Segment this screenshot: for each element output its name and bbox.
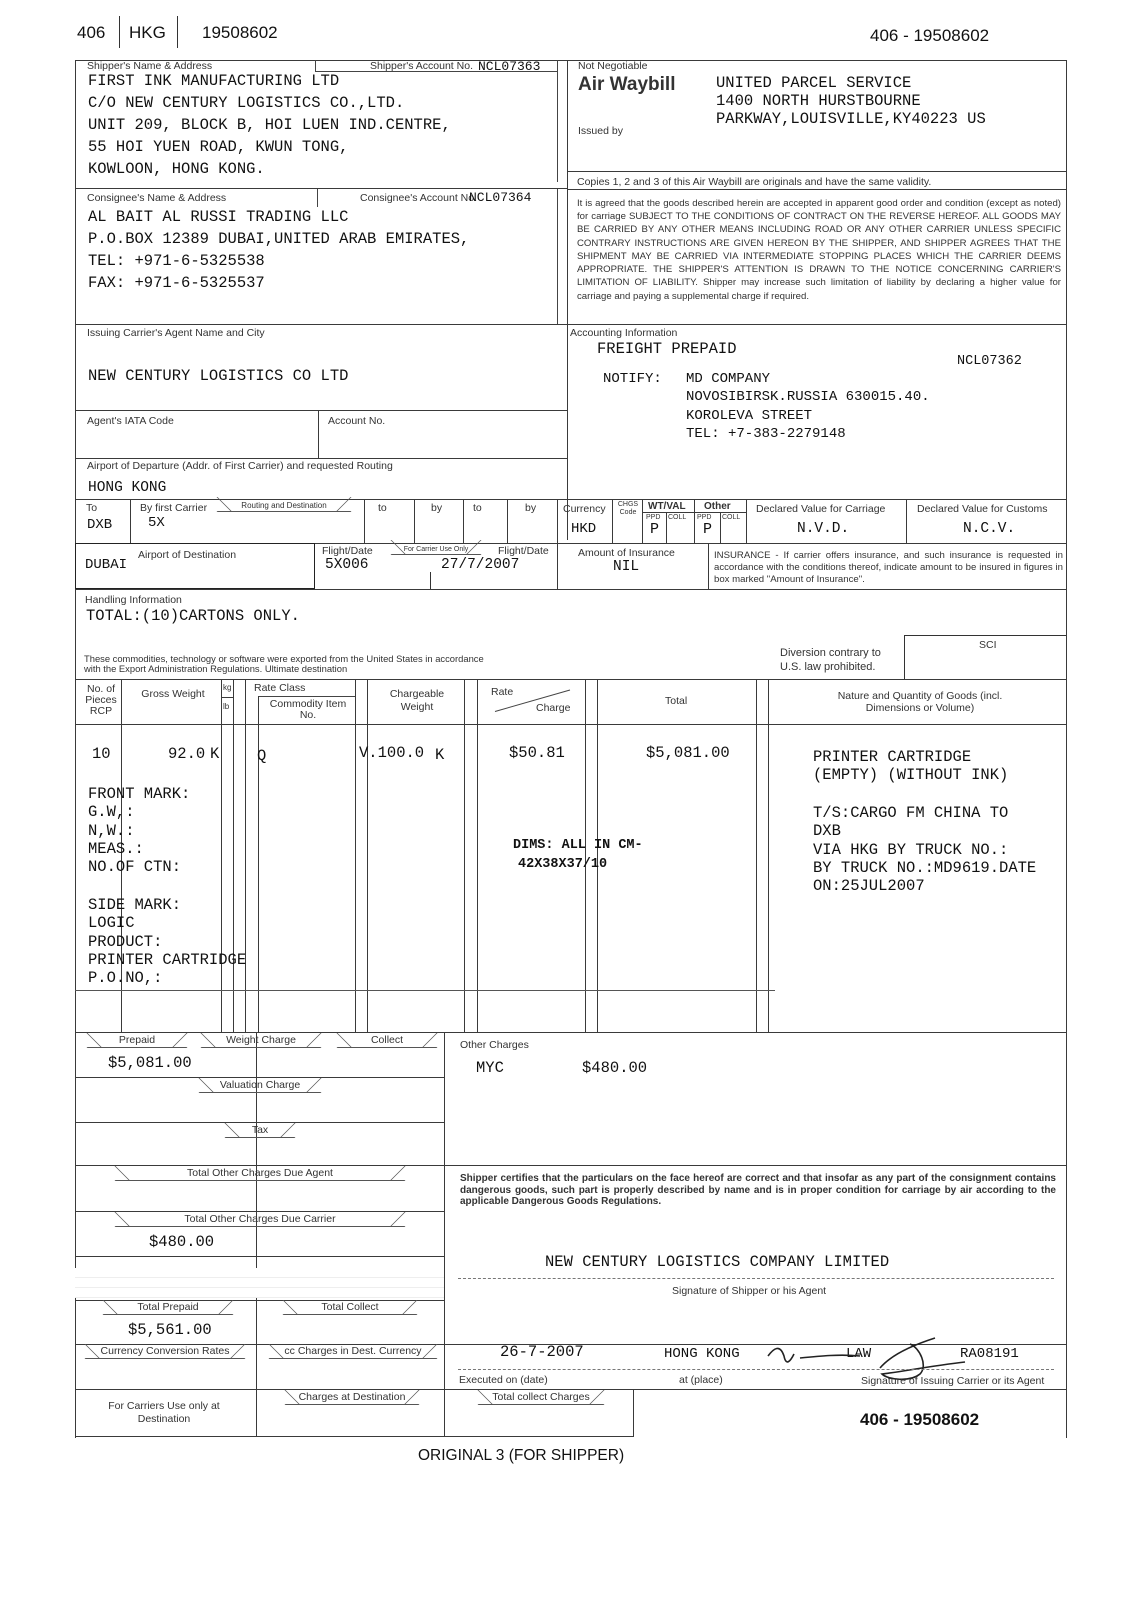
currency-value: HKD [571, 521, 597, 537]
agent-label: Issuing Carrier's Agent Name and City [87, 327, 265, 339]
consignee-label: Consignee's Name & Address [87, 192, 227, 204]
weight-charge-label: Weight Charge [206, 1035, 316, 1048]
flight-date-value: 27/7/2007 [441, 557, 520, 573]
nature-line-7: BY TRUCK NO.:MD9619.DATE [813, 859, 1037, 877]
shipper-line-3: UNIT 209, BLOCK B, HOI LUEN IND.CENTRE, [88, 116, 451, 134]
other-charges-label: Other Charges [460, 1039, 529, 1051]
consignee-line-1: AL BAIT AL RUSSI TRADING LLC [88, 208, 349, 226]
notify-line-2: NOVOSIBIRSK.RUSSIA 630015.40. [686, 389, 930, 405]
agent-account-label: Account No. [328, 415, 386, 427]
dims-line-2: 42X38X37/10 [518, 857, 608, 872]
notify-label: NOTIFY: [603, 371, 662, 387]
other-charge-code: MYC [476, 1059, 504, 1077]
notify-line-1: MD COMPANY [686, 371, 771, 387]
total-collect-charges-label: Total collect Charges [483, 1392, 599, 1405]
valuation-charge-label: Valuation Charge [204, 1080, 316, 1093]
shipper-line-4: 55 HOI YUEN ROAD, KWUN TONG, [88, 138, 349, 156]
other-due-carrier-label: Total Other Charges Due Carrier [120, 1214, 400, 1227]
cert-shipper-name: NEW CENTURY LOGISTICS COMPANY LIMITED [545, 1253, 890, 1271]
signatory-code: RA08191 [960, 1346, 1019, 1362]
to3-label: to [473, 502, 482, 514]
shipper-account: NCL07363 [478, 59, 541, 74]
chgs-code-label: CHGS Code [617, 501, 639, 516]
departure-label: Airport of Departure (Addr. of First Carrier) and requested Routing [87, 460, 393, 472]
total-prepaid-value: $5,561.00 [128, 1321, 212, 1339]
handling-label: Handling Information [85, 594, 182, 606]
mark-line-11: P.O.NO,: [88, 969, 163, 987]
consignee-account-label: Consignee's Account No. [360, 192, 477, 204]
original-copy-label: ORIGINAL 3 (FOR SHIPPER) [418, 1447, 625, 1464]
signatory-name: LAW [846, 1346, 872, 1362]
currency-label: Currency [563, 503, 606, 515]
gross-unit: K [210, 745, 220, 763]
insurance-note: INSURANCE - If carrier offers insurance, and such insurance is requested in accordance with the conditions thereof, indicate amount to be insured in figures in box marked "Amount of Insurance". [714, 550, 1063, 585]
executed-date: 26-7-2007 [500, 1343, 584, 1361]
nature-line-1: PRINTER CARTRIDGE [813, 748, 972, 766]
mark-line-5: NO.OF CTN: [88, 858, 182, 876]
nature-line-8: ON:25JUL2007 [813, 877, 925, 895]
dv-customs-label: Declared Value for Customs [917, 503, 1048, 515]
mark-line-7: SIDE MARK: [88, 896, 182, 914]
conditions-text: It is agreed that the goods described herein are accepted in apparent good order and condition (except as noted) for carriage SUBJECT TO THE CONDITIONS OF CONTRACT ON THE REVERSE HEREOF. ALL GOODS MAY BE CARRIED BY ANY OTHER MEANS INCLUDING ROAD OR ANY OTHER CARRIER UNLESS SPECIFIC CONTRARY INSTRUCTIONS ARE GIVEN HEREON BY THE SHIPPER, AND SHIPPER AGREES THAT THE SHIPMENT MAY BE CARRIED VIA INTERMEDIATE STOPPING PLACES WHICH THE CARRIER DEEMS APPROPRIATE. THE SHIPPER'S ATTENTION IS DRAWN TO THE NOTICE CONCERNING CARRIER'S LIMITATION OF LIABILITY. Shipper may increase such limitation of liability by declaring a higher value for carriage and paying a supplemental charge if required. [577, 198, 1061, 302]
mark-line-8: LOGIC [88, 914, 135, 932]
notify-line-3: KOROLEVA STREET [686, 408, 813, 424]
mark-line-1: FRONT MARK: [88, 785, 191, 803]
to-label: To [86, 502, 98, 514]
cc-charges-label: cc Charges in Dest. Currency [274, 1346, 432, 1359]
col-rate-header: Rate [491, 686, 514, 698]
nature-line-4: T/S:CARGO FM CHINA TO [813, 804, 1009, 822]
flight-value: 5X006 [325, 557, 369, 573]
mark-line-9: PRODUCT: [88, 933, 163, 951]
place-label: at (place) [679, 1374, 723, 1386]
mark-line-3: N,W.: [88, 822, 135, 840]
shipper-line-2: C/O NEW CENTURY LOGISTICS CO.,LTD. [88, 94, 405, 112]
other-ppd-label: PPD [697, 514, 712, 521]
to-value: DXB [87, 517, 113, 533]
by3-label: by [525, 502, 537, 514]
total-collect-label: Total Collect [288, 1302, 412, 1315]
collect-label: Collect [342, 1035, 432, 1048]
copies-note: Copies 1, 2 and 3 of this Air Waybill are originals and have the same validity. [577, 176, 932, 188]
charges-dest-label: Charges at Destination [290, 1392, 414, 1405]
wtval-ppd-label: PPD [646, 514, 661, 521]
shipper-signature-label: Signature of Shipper or his Agent [672, 1285, 827, 1297]
accounting-line-1: FREIGHT PREPAID [597, 340, 737, 358]
wtval-coll-label: COLL [668, 514, 687, 521]
awb-serial: 19508602 [202, 23, 278, 42]
prepaid-label: Prepaid [92, 1035, 182, 1048]
weight-charge-value: $5,081.00 [108, 1054, 192, 1072]
wtval-label: WT/VAL [648, 501, 686, 512]
col-total-header: Total [665, 695, 688, 707]
consignee-line-4: FAX: +971-6-5325537 [88, 274, 265, 292]
pieces-value: 10 [92, 745, 111, 763]
col-nature-header: Nature and Quantity of Goods (incl. Dimensions or Volume) [837, 690, 1003, 715]
first-carrier-value: 5X [148, 515, 165, 531]
dest-value: DUBAI [85, 557, 128, 573]
export-note: These commodities, technology or software were exported from the United States in accordance with the Export Administration Regulations. Ultimate destination [84, 653, 484, 675]
awb-prefix: 406 [77, 23, 106, 42]
col-charge-header: Charge [536, 702, 571, 714]
insurance-label: Amount of Insurance [578, 547, 675, 559]
to2-label: to [378, 502, 387, 514]
agent-iata-label: Agent's IATA Code [87, 415, 174, 427]
flight-label: Flight/Date [322, 545, 373, 557]
shipper-line-5: KOWLOON, HONG KONG. [88, 160, 265, 178]
col-pieces-header: No. of Pieces RCP [85, 683, 117, 718]
consignee-account: NCL07364 [469, 190, 532, 205]
shipper-account-label: Shipper's Account No. [370, 60, 473, 72]
consignee-line-3: TEL: +971-6-5325538 [88, 252, 265, 270]
insurance-value: NIL [613, 559, 640, 575]
dv-customs-value: N.C.V. [963, 521, 1016, 537]
dest-label: Airport of Destination [138, 549, 237, 561]
dims-line-1: DIMS: ALL IN CM- [513, 838, 643, 853]
issued-by-label: Issued by [578, 125, 623, 137]
accounting-ref: NCL07362 [957, 354, 1022, 369]
mark-line-2: G.W,: [88, 803, 135, 821]
agent-name: NEW CENTURY LOGISTICS CO LTD [88, 367, 349, 385]
awb-number-right: 406 - 19508602 [870, 26, 990, 45]
consignee-line-2: P.O.BOX 12389 DUBAI,UNITED ARAB EMIRATES, [88, 230, 470, 248]
col-commodity-header: Commodity Item No. [269, 698, 347, 721]
conv-rates-label: Currency Conversion Rates [90, 1346, 240, 1359]
total-prepaid-label: Total Prepaid [108, 1302, 228, 1315]
mark-line-10: PRINTER CARTRIDGE [88, 951, 247, 969]
col-lb-header: lb [223, 702, 230, 711]
wtval-value: P [650, 521, 660, 538]
col-kg-header: kg [223, 683, 232, 692]
shipper-line-1: FIRST INK MANUFACTURING LTD [88, 72, 340, 90]
departure-airport: HONG KONG [88, 480, 167, 496]
other-value: P [703, 521, 713, 538]
other-due-carrier-value: $480.00 [149, 1233, 215, 1251]
first-carrier-label: By first Carrier [140, 502, 208, 514]
dv-carriage-value: N.V.D. [797, 521, 850, 537]
mark-line-4: MEAS.: [88, 840, 144, 858]
gross-value: 92.0 [168, 745, 206, 763]
routing-destination-label: Routing and Destination [222, 502, 346, 512]
accounting-label: Accounting Information [570, 327, 678, 339]
other-label: Other [704, 501, 731, 512]
not-negotiable-label: Not Negotiable [578, 60, 648, 72]
nature-line-6: VIA HKG BY TRUCK NO.: [813, 841, 1009, 859]
certification-text: Shipper certifies that the particulars on the face hereof are correct and that insofar as any part of the consignment contains dangerous goods, such part is properly described by name and is in proper condition for carriage by air according to the applicable Dangerous Goods Regulations. [460, 1173, 1056, 1207]
carrier-use-label: For Carrier Use Only [396, 546, 476, 555]
sci-label: SCI [979, 639, 997, 651]
by2-label: by [431, 502, 443, 514]
handling-text: TOTAL:(10)CARTONS ONLY. [86, 607, 300, 625]
air-waybill-title: Air Waybill [578, 74, 676, 95]
chargeable-value: V.100.0 [359, 744, 425, 762]
chargeable-unit: K [435, 746, 445, 764]
carrier-line-1: UNITED PARCEL SERVICE [716, 74, 912, 92]
tax-label: Tax [230, 1125, 290, 1138]
nature-line-5: DXB [813, 822, 841, 840]
carrier-line-2: 1400 NORTH HURSTBOURNE [716, 92, 921, 110]
other-charge-amount: $480.00 [582, 1059, 648, 1077]
flight-date-label: Flight/Date [498, 545, 549, 557]
shipper-label: Shipper's Name & Address [87, 60, 213, 72]
executed-place: HONG KONG [664, 1346, 740, 1362]
rate-class-value: Q [257, 747, 267, 765]
col-chargeable-header: Chargeable Weight [389, 688, 445, 713]
other-coll-label: COLL [722, 514, 741, 521]
diversion-note: Diversion contrary to U.S. law prohibited. [780, 647, 881, 673]
total-value: $5,081.00 [646, 744, 730, 762]
col-gross-header: Gross Weight [141, 688, 205, 700]
col-rate-class-header: Rate Class [254, 682, 306, 694]
issuing-signature-label: Signature of Issuing Carrier or its Agent [861, 1375, 1045, 1387]
carriers-use-label: For Carriers Use only at Destination [108, 1400, 220, 1425]
other-due-agent-label: Total Other Charges Due Agent [120, 1168, 400, 1181]
nature-line-2: (EMPTY) (WITHOUT INK) [813, 766, 1009, 784]
rate-value: $50.81 [509, 744, 565, 762]
dv-carriage-label: Declared Value for Carriage [756, 503, 886, 515]
footer-awb-number: 406 - 19508602 [860, 1410, 980, 1429]
carrier-line-3: PARKWAY,LOUISVILLE,KY40223 US [716, 110, 986, 128]
departure-airport-code: HKG [129, 23, 166, 42]
notify-line-4: TEL: +7-383-2279148 [686, 426, 846, 442]
executed-label: Executed on (date) [459, 1374, 548, 1386]
